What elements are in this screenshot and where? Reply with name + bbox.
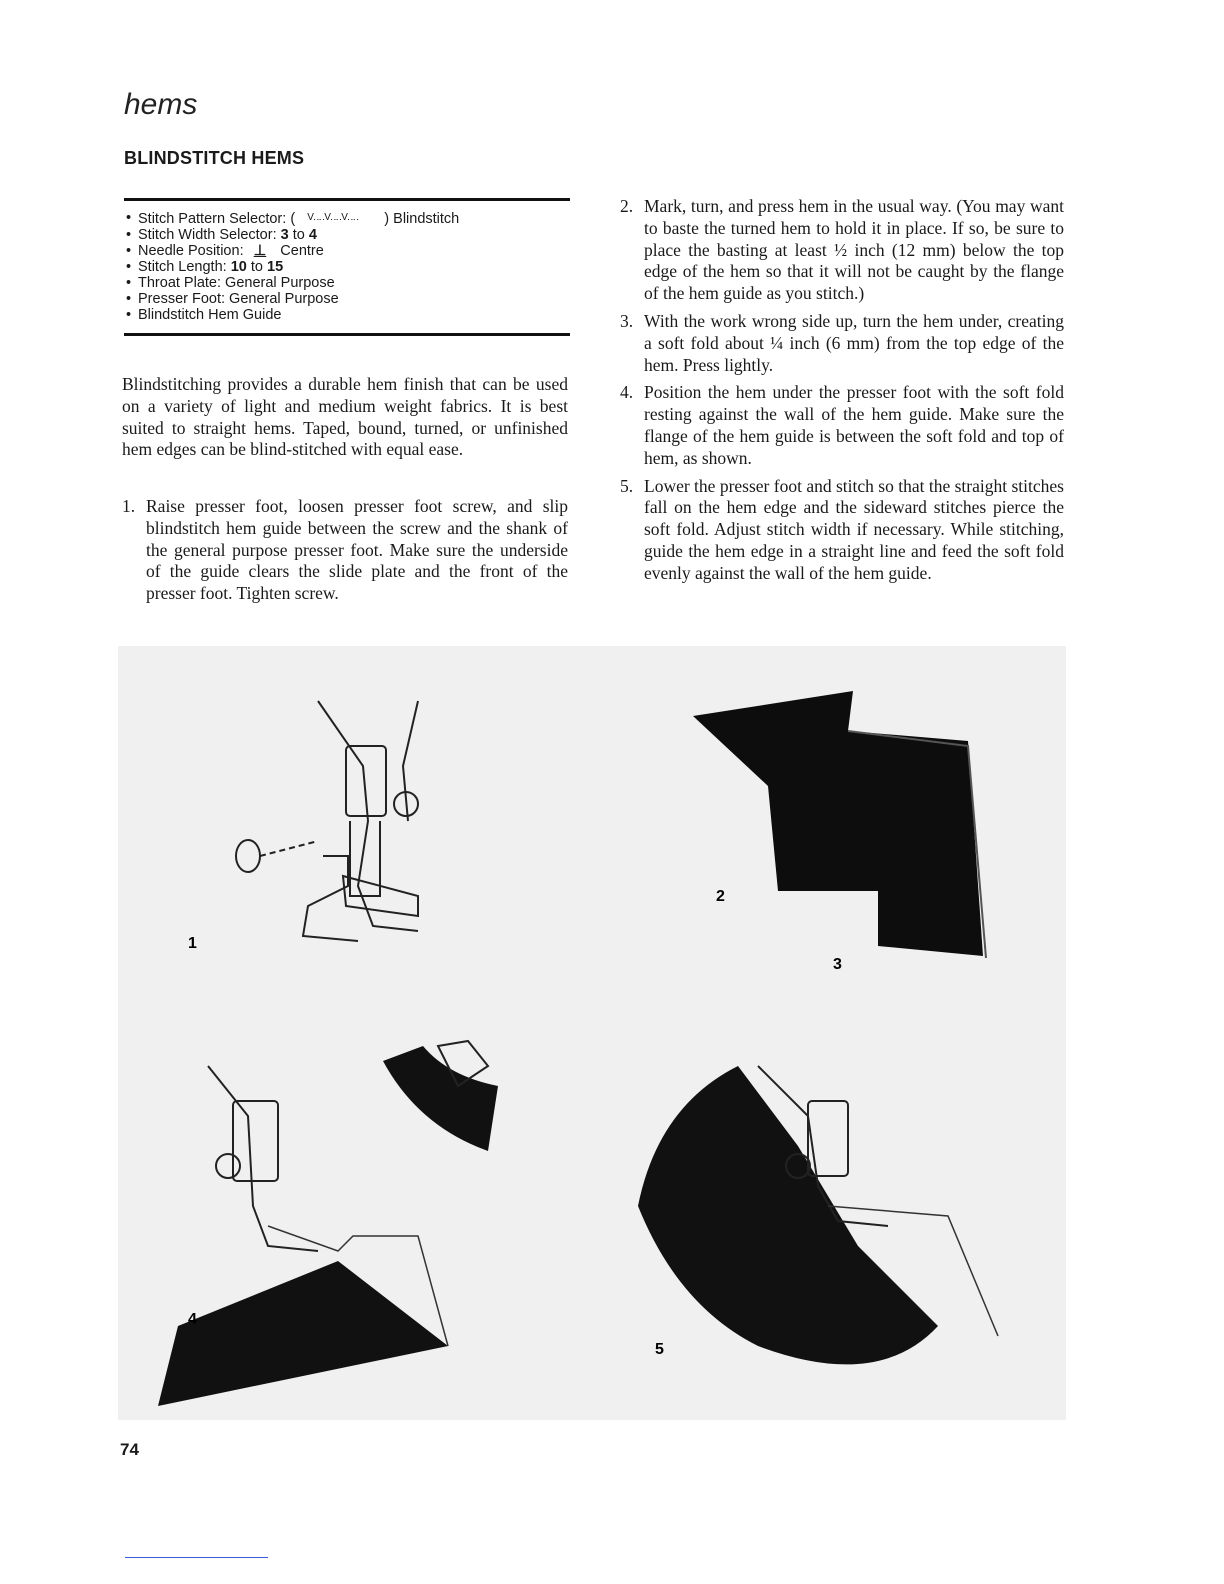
- illustration-4-stitching: [158, 1041, 498, 1406]
- figure-label-4: 4: [188, 1311, 197, 1328]
- section-title: hems: [124, 88, 198, 121]
- step-1: 1. Raise presser foot, loosen presser foot screw, and slip blindstitch hem guide between the screw and the shank of the general purpose presser foot. Make sure the underside of the guide clears the slide plate and the front of the presser foot. Tighten screw.: [122, 496, 568, 604]
- illustration-5-stitching: [638, 1066, 998, 1364]
- setting-throat-plate: • Throat Plate: General Purpose: [138, 275, 570, 291]
- steps-left-column: [122, 496, 568, 611]
- setting-hem-guide: • Blindstitch Hem Guide: [138, 307, 570, 323]
- blindstitch-symbol-icon: V‥‥V‥‥V‥‥: [307, 212, 359, 223]
- figure-label-3: 3: [833, 956, 842, 973]
- page-heading: BLINDSTITCH HEMS: [124, 148, 305, 168]
- setting-needle-position: • Needle Position: ⊥ Centre: [138, 243, 570, 259]
- step-5: 5. Lower the presser foot and stitch so that the straight stitches fall on the hem edge and the sideward stitches pierce the soft fold. Adjust stitch width if necessary. While stitching, guide the hem edge in a straight line and feed the soft fold evenly against the wall of the hem guide.: [620, 475, 1064, 583]
- illustration-figure: [118, 646, 1066, 1420]
- illustration-1-presser-foot: [236, 701, 418, 941]
- footer-rule: [125, 1557, 268, 1558]
- step-4: 4. Position the hem under the presser foot with the soft fold resting against the wall of the hem guide. Make sure the flange of the hem guide is between the soft fold and top of hem, as shown.: [620, 382, 1064, 468]
- setting-stitch-width: • Stitch Width Selector: 3 to 4: [138, 227, 570, 243]
- figure-label-2: 2: [716, 888, 725, 905]
- settings-box: [124, 198, 570, 336]
- needle-position-icon: ⊥: [253, 243, 267, 259]
- page-number: 74: [120, 1440, 139, 1459]
- figure-label-1: 1: [188, 935, 197, 952]
- step-3: 3. With the work wrong side up, turn the hem under, creating a soft fold about ¼ inch (6 mm) from the top edge of the hem. Press lightly.: [620, 310, 1064, 375]
- steps-right-column: [620, 196, 1064, 591]
- step-2: 2. Mark, turn, and press hem in the usual way. (You may want to baste the turned hem to hold it in place. If so, be sure to place the basting at least ½ inch (12 mm) below the top edge of the hem so that it will not be caught by the flange of the hem guide as you stitch.): [620, 196, 1064, 304]
- setting-presser-foot: • Presser Foot: General Purpose: [138, 291, 570, 307]
- setting-stitch-length: • Stitch Length: 10 to 15: [138, 259, 570, 275]
- illustration-2-3-fabric: [693, 691, 986, 958]
- figure-label-5: 5: [655, 1341, 664, 1358]
- intro-paragraph: Blindstitching provides a durable hem finish that can be used on a variety of light and medium weight fabrics. It is best suited to straight hems. Taped, bound, turned, or unfinished hem edges can be blind-stitched with equal ease.: [122, 374, 568, 460]
- setting-stitch-pattern: • Stitch Pattern Selector: ( $^{V‥‥V‥‥V‥‥}$ ) Blindstitch: [138, 210, 570, 227]
